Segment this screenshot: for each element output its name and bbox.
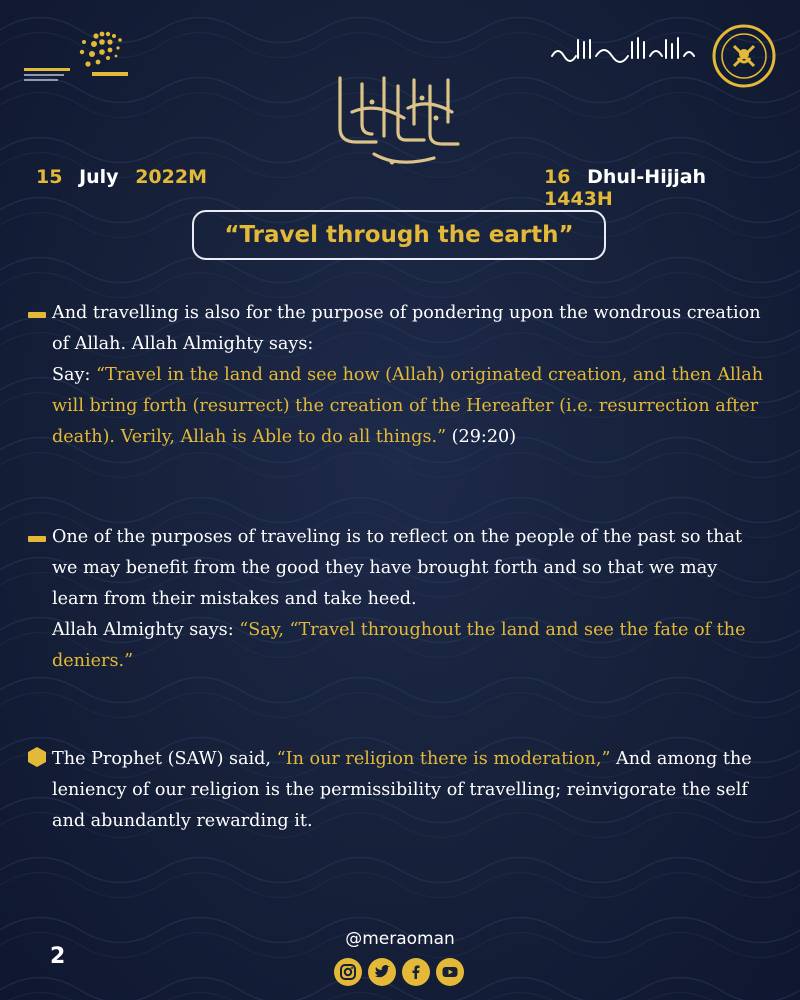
facebook-icon[interactable] bbox=[402, 958, 430, 986]
hijri-month: Dhul-Hijjah bbox=[587, 166, 707, 188]
friday-sermon-calligraphy bbox=[318, 72, 482, 172]
paragraph-2 bbox=[52, 522, 764, 677]
gregorian-month: July bbox=[79, 166, 119, 188]
gregorian-year: 2022M bbox=[135, 166, 207, 188]
paragraph-1-reference: (29:20) bbox=[446, 427, 517, 447]
paragraph-2-quote-prefix: Allah Almighty says: bbox=[52, 620, 240, 640]
hijri-year: 1443H bbox=[544, 188, 613, 210]
paragraph-3 bbox=[52, 744, 764, 837]
hijri-date bbox=[544, 166, 800, 210]
sermon-title: “Travel through the earth” bbox=[192, 210, 606, 260]
page-number: 2 bbox=[50, 944, 66, 969]
gregorian-day: 15 bbox=[36, 166, 63, 188]
paragraph-2-text: One of the purposes of traveling is to reflect on the people of the past so that we may benefit from the good they have brought forth and so that we may learn from their mistakes and take heed. bbox=[52, 527, 743, 609]
gregorian-date bbox=[36, 166, 217, 196]
vision-2040-logo bbox=[22, 22, 142, 86]
instagram-icon[interactable] bbox=[334, 958, 362, 986]
social-icons bbox=[334, 958, 464, 986]
hijri-day: 16 bbox=[544, 166, 571, 188]
paragraph-1-quote: “Travel in the land and see how (Allah) originated creation, and then Allah will bring forth (resurrect) the creation of the Hereafter (i.e. resurrection after death). Verily, Allah is Able to do all things.” bbox=[52, 365, 764, 447]
bullet-dash-icon bbox=[28, 312, 46, 318]
bullet-dash-icon bbox=[28, 536, 46, 542]
paragraph-1 bbox=[52, 298, 764, 453]
youtube-icon[interactable] bbox=[436, 958, 464, 986]
social-handle[interactable]: @meraoman bbox=[345, 929, 455, 949]
ministry-name-logo bbox=[548, 32, 698, 68]
paragraph-2-quote: “Say, “Travel throughout the land and see the fate of the deniers.” bbox=[52, 620, 746, 671]
paragraph-1-quote-prefix: Say: bbox=[52, 365, 97, 385]
paragraph-3-quote: “In our religion there is moderation,” bbox=[276, 749, 611, 769]
paragraph-1-text: And travelling is also for the purpose of pondering upon the wondrous creation of Allah. Allah Almighty says: bbox=[52, 303, 761, 354]
twitter-icon[interactable] bbox=[368, 958, 396, 986]
bullet-hexagon-icon bbox=[26, 746, 48, 768]
ministry-seal bbox=[712, 24, 776, 88]
paragraph-3-text-after: And among the leniency of our religion is the permissibility of travelling; reinvigorate the self and abundantly rewarding it. bbox=[52, 749, 752, 831]
paragraph-3-text-before: The Prophet (SAW) said, bbox=[52, 749, 277, 769]
